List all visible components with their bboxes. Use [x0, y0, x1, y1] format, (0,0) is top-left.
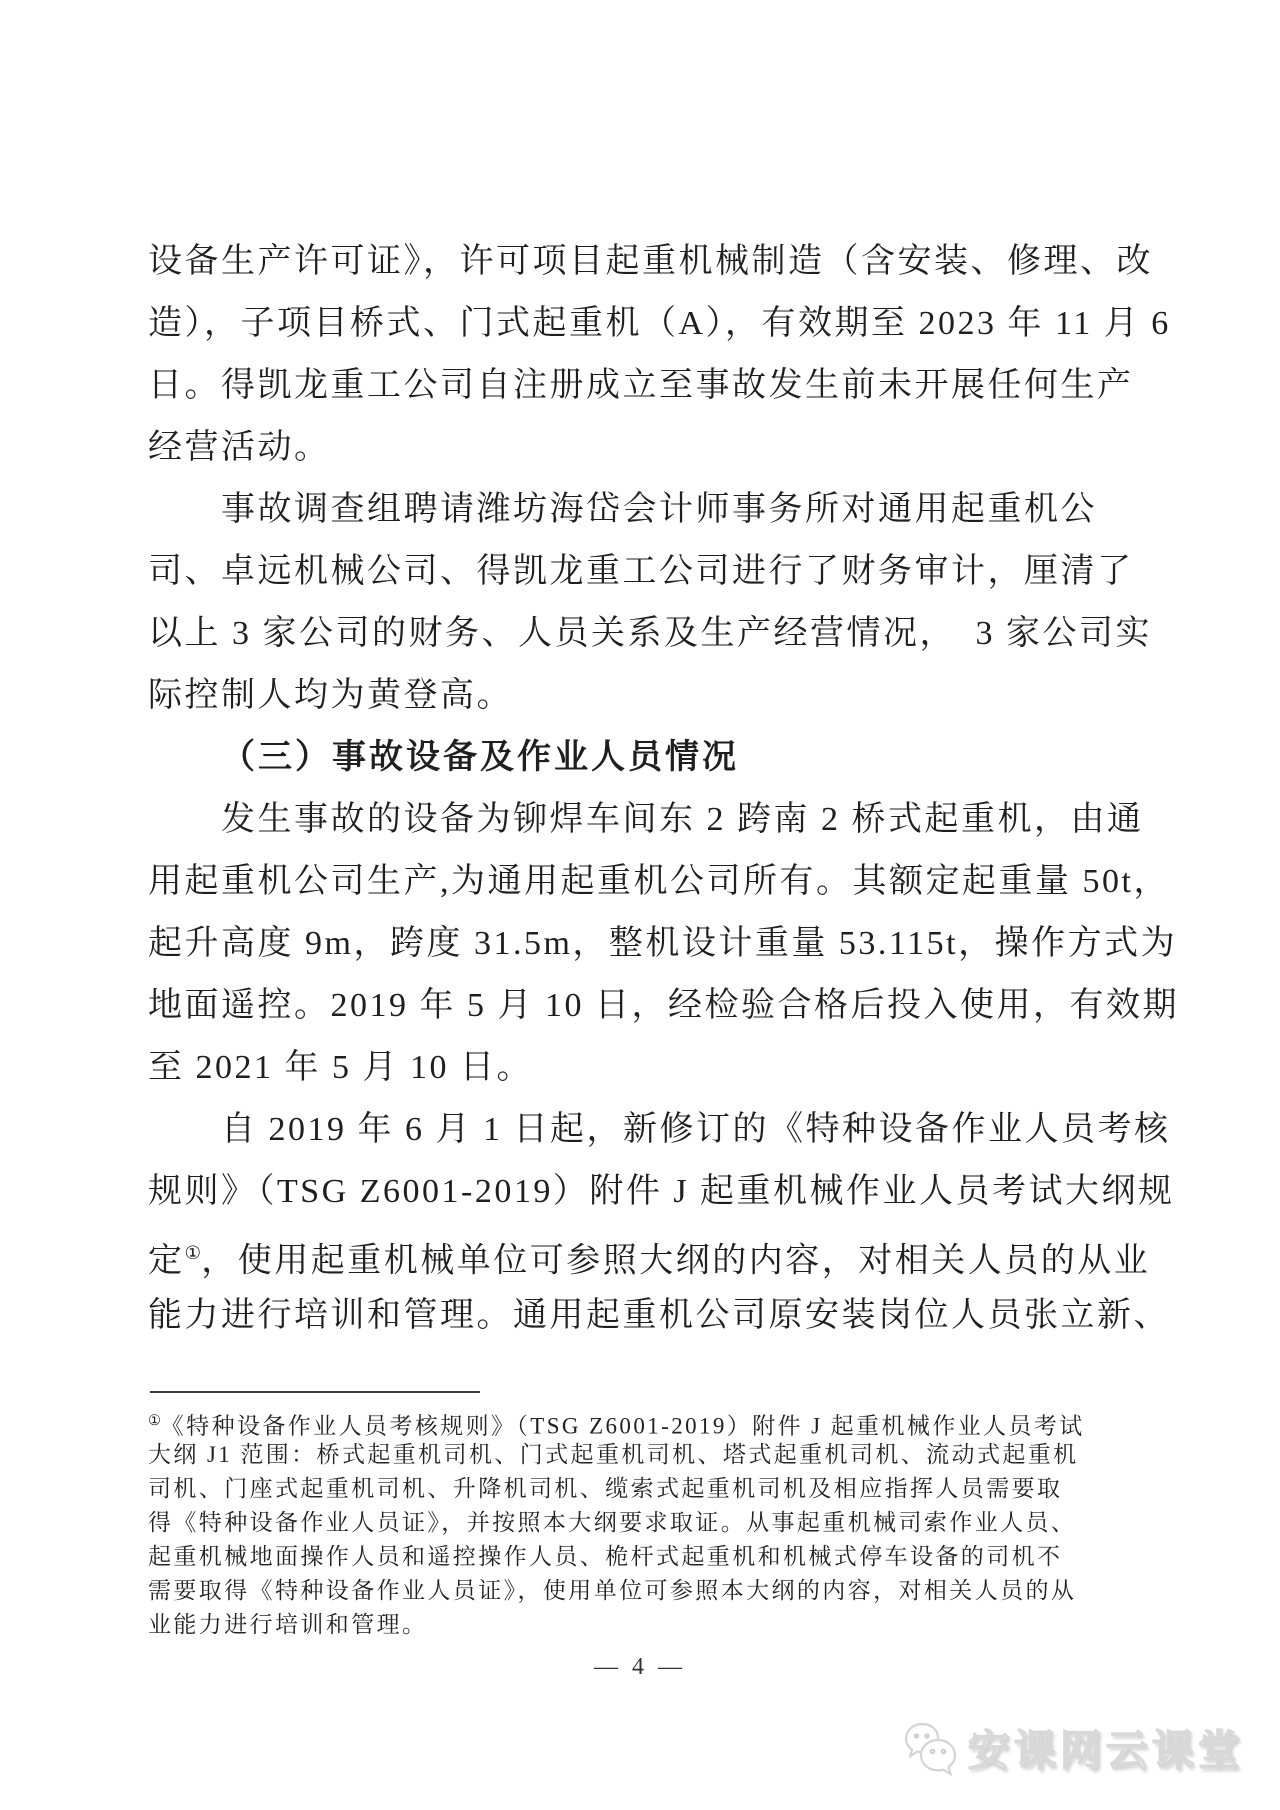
body-line: 设备生产许可证》，许可项目起重机械制造（含安装、修理、改 [148, 243, 1153, 280]
footnote-line: 起重机械地面操作人员和遥控操作人员、桅杆式起重机和机械式停车设备的司机不 [148, 1544, 1063, 1569]
section-heading: （三）事故设备及作业人员情况 [221, 739, 739, 776]
footnote-line: 大纲 J1 范围：桥式起重机司机、门式起重机司机、塔式起重机司机、流动式起重机 [148, 1442, 1079, 1467]
body-line: 经营活动。 [148, 429, 331, 466]
footnote-line: 得《特种设备作业人员证》，并按照本大纲要求取证。从事起重机械司索作业人员、 [148, 1510, 1077, 1535]
footnote-line [148, 1404, 1148, 1438]
body-line: 地面遥控。2019 年 5 月 10 日，经检验合格后投入使用，有效期 [148, 987, 1179, 1024]
body-line: 用起重机公司生产,为通用起重机公司所有。其额定起重量 50t， [148, 863, 1170, 900]
footnote-line-text: 《特种设备作业人员考核规则》（TSG Z6001-2019）附件 J 起重机械作业人员考试 [160, 1413, 1085, 1439]
body-text-block [148, 231, 1179, 1347]
body-line: 起升高度 9m，跨度 31.5m，整机设计重量 53.115t，操作方式为 [148, 925, 1178, 962]
footnote-block [148, 1404, 1148, 1642]
footnote-line: 业能力进行培训和管理。 [148, 1612, 428, 1637]
footnote-line: 司机、门座式起重机司机、升降机司机、缆索式起重机司机及相应指挥人员需要取 [148, 1476, 1063, 1501]
watermark-text: 安课网云课堂 [967, 1726, 1244, 1774]
body-line: 司、卓远机械公司、得凯龙重工公司进行了财务审计，厘清了 [148, 553, 1134, 590]
body-line: 际控制人均为黄登高。 [148, 677, 513, 714]
body-line-text: ，使用起重机械单位可参照大纲的内容，对相关人员的从业 [201, 1242, 1151, 1280]
watermark [900, 1718, 1244, 1783]
body-line: 发生事故的设备为铆焊车间东 2 跨南 2 桥式起重机，由通 [221, 801, 1144, 838]
body-line: 以上 3 家公司的财务、人员关系及生产经营情况， 3 家公司实 [148, 615, 1152, 652]
chat-bubbles-icon [900, 1718, 960, 1783]
body-line: 自 2019 年 6 月 1 日起，新修订的《特种设备作业人员考核 [221, 1111, 1171, 1148]
footnote-marker: ① [148, 1413, 161, 1429]
body-line: 规则》（TSG Z6001-2019）附件 J 起重机械作业人员考试大纲规 [148, 1173, 1175, 1210]
body-line [148, 1223, 1151, 1285]
body-line-text: 定 [148, 1242, 185, 1280]
body-line: 日。得凯龙重工公司自注册成立至事故发生前未开展任何生产 [148, 367, 1134, 404]
footnote-separator-rule [150, 1391, 480, 1393]
page-number: — 4 — [594, 1654, 686, 1680]
body-line: 能力进行培训和管理。通用起重机公司原安装岗位人员张立新、 [148, 1297, 1170, 1334]
footnote-line: 需要取得《特种设备作业人员证》，使用单位可参照本大纲的内容，对相关人员的从 [148, 1578, 1077, 1603]
body-line: 事故调查组聘请潍坊海岱会计师事务所对通用起重机公 [221, 491, 1097, 528]
body-line: 造），子项目桥式、门式起重机（A），有效期至 2023 年 11 月 6 [148, 305, 1171, 342]
body-line: 至 2021 年 5 月 10 日。 [148, 1049, 533, 1086]
footnote-reference-marker: ① [184, 1243, 202, 1264]
